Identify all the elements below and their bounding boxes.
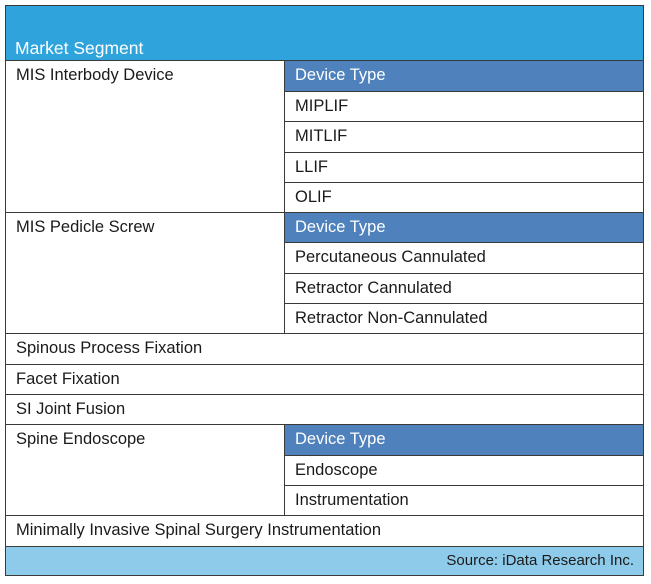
segment-spinous-process-fixation: Spinous Process Fixation — [6, 334, 643, 365]
device-olif: OLIF — [285, 183, 643, 213]
device-retractor-cannulated: Retractor Cannulated — [285, 274, 643, 304]
segment-mis-interbody-device: MIS Interbody Device — [6, 61, 285, 213]
source-footer: Source: iData Research Inc. — [6, 547, 643, 575]
segment-mis-pedicle-screw: MIS Pedicle Screw — [6, 213, 285, 334]
segment-mis-surgery-instrumentation: Minimally Invasive Spinal Surgery Instrumentation — [6, 516, 643, 547]
device-miplif: MIPLIF — [285, 92, 643, 122]
device-type-header: Device Type — [285, 213, 643, 243]
segment-si-joint-fusion: SI Joint Fusion — [6, 395, 643, 425]
device-percutaneous-cannulated: Percutaneous Cannulated — [285, 243, 643, 274]
device-endoscope: Endoscope — [285, 456, 643, 486]
market-segment-table — [5, 5, 644, 576]
device-type-header: Device Type — [285, 61, 643, 92]
device-mitlif: MITLIF — [285, 122, 643, 153]
device-instrumentation: Instrumentation — [285, 486, 643, 516]
segment-spine-endoscope: Spine Endoscope — [6, 425, 285, 516]
segment-facet-fixation: Facet Fixation — [6, 365, 643, 395]
device-type-header: Device Type — [285, 425, 643, 456]
device-llif: LLIF — [285, 153, 643, 183]
device-retractor-non-cannulated: Retractor Non-Cannulated — [285, 304, 643, 334]
table-title: Market Segment — [6, 6, 643, 61]
